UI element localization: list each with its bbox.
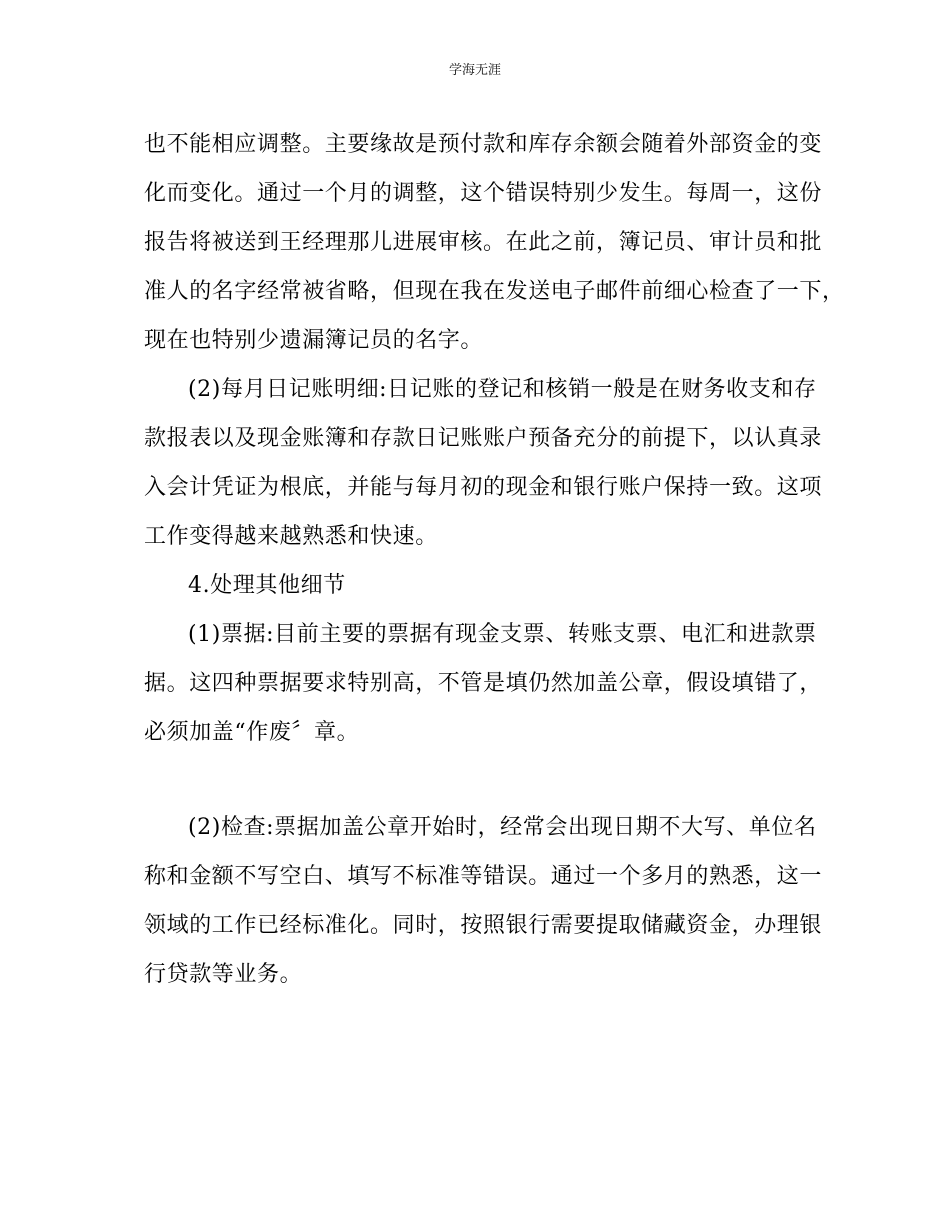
text-line: 据。这四种票据要求特别高，不管是填仍然加盖公章，假设填错了，	[144, 671, 823, 696]
text-line: 入会计凭证为根底，并能与每月初的现金和银行账户保持一致。这项	[144, 475, 823, 500]
page-header: 学海无涯	[448, 63, 501, 78]
text-line: 工作变得越来越熟悉和快速。	[144, 524, 438, 549]
text-line: 化而变化。通过一个月的调整，这个错误特别少发生。每周一，这份	[144, 181, 823, 206]
text-line: 称和金额不写空白、填写不标准等错误。通过一个多月的熟悉，这一	[144, 864, 823, 889]
text-line: 现在也特别少遗漏簿记员的名字。	[144, 328, 484, 353]
text-line: 行贷款等业务。	[144, 962, 303, 987]
text-line: 报告将被送到王经理那儿进展审核。在此之前，簿记员、审计员和批	[144, 230, 823, 255]
text-line: (2)检查:票据加盖公章开始时，经常会出现日期不大写、单位名	[188, 815, 817, 840]
text-line: (2)每月日记账明细:日记账的登记和核销一般是在财务收支和存	[188, 377, 817, 402]
text-line: 领域的工作已经标准化。同时，按照银行需要提取储藏资金，办理银	[144, 913, 823, 938]
text-line: (1)票据:目前主要的票据有现金支票、转账支票、电汇和进款票	[188, 622, 817, 647]
section-heading: 4.处理其他细节	[188, 573, 346, 598]
text-line: 准人的名字经常被省略，但现在我在发送电子邮件前细心检查了一下，	[144, 279, 845, 304]
text-line: 款报表以及现金账簿和存款日记账账户预备充分的前提下，以认真录	[144, 426, 823, 451]
text-line: 也不能相应调整。主要缘故是预付款和库存余额会随着外部资金的变	[144, 132, 823, 157]
text-line: 必须加盖“作废〞章。	[144, 720, 360, 745]
